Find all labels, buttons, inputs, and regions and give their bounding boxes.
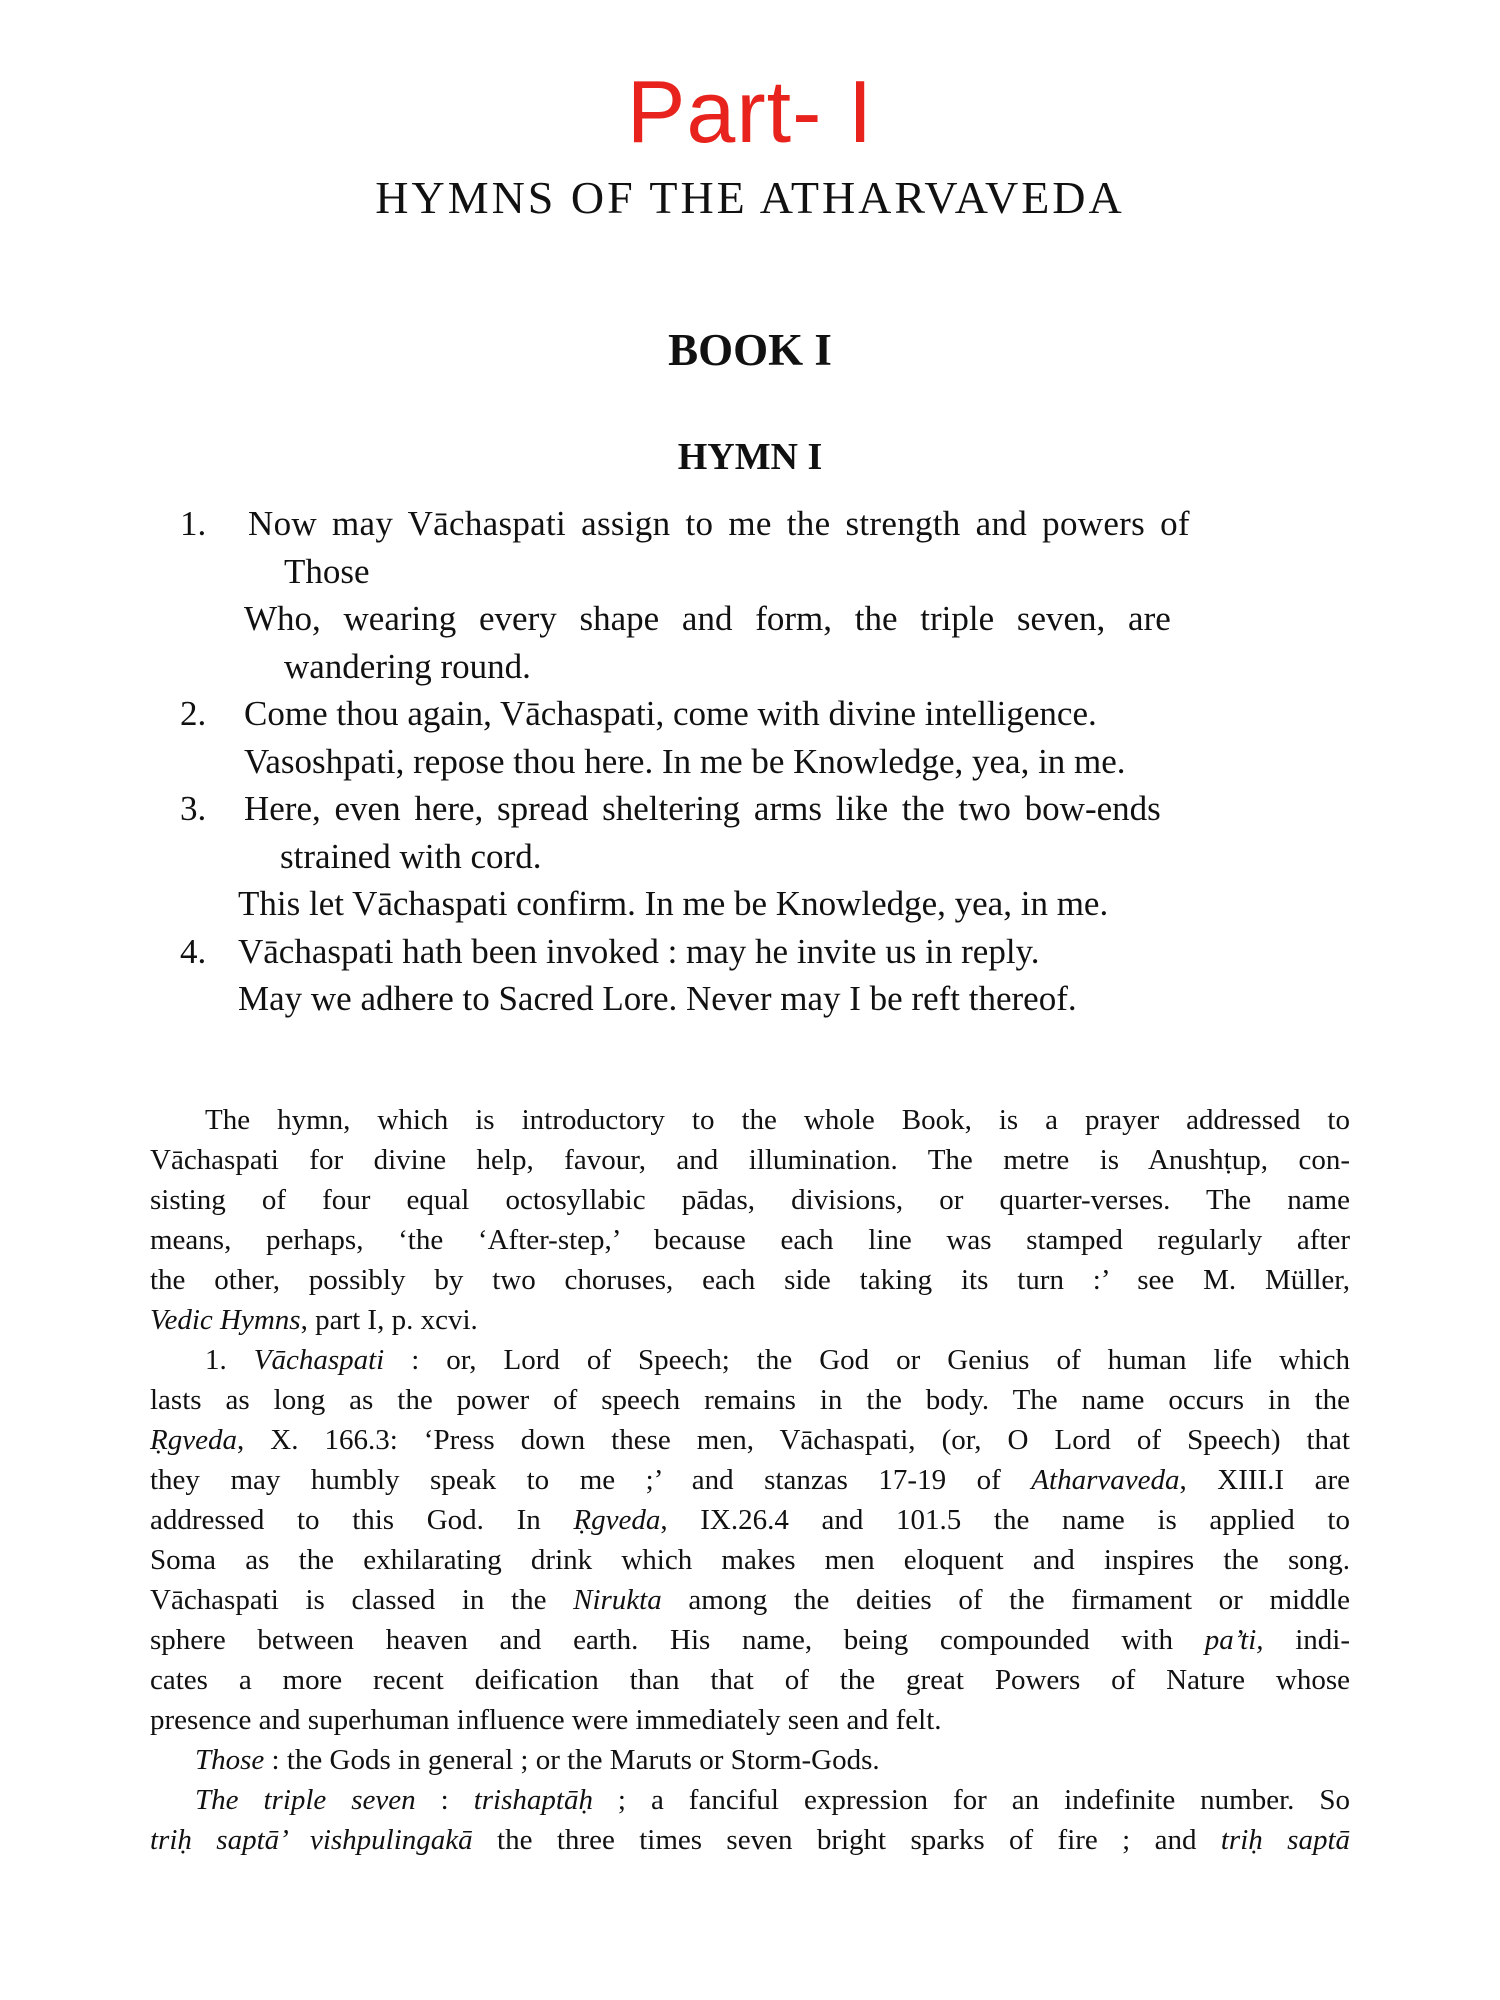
text-run: , part I, p. xcvi.: [300, 1304, 478, 1336]
text-run: the three times seven bright sparks of fire ; and: [472, 1824, 1221, 1856]
verse-text: May we adhere to Sacred Lore. Never may I be reft thereof.: [238, 979, 1077, 1018]
verse-text: Here, even here, spread sheltering arms like the two bow-ends: [244, 789, 1161, 828]
text-run: sphere between heaven and earth. His name, being compounded with: [150, 1624, 1205, 1656]
text-run: : or, Lord of Speech; the God or Genius of human life which: [384, 1344, 1351, 1376]
italic-ref: Atharvaveda: [1031, 1464, 1180, 1496]
italic-ref: Vedic Hymns: [150, 1304, 301, 1336]
text-run: , IX.26.4 and 101.5 the name is applied to: [660, 1504, 1350, 1536]
commentary-line: [150, 1380, 1350, 1420]
commentary-text: [150, 1420, 1350, 1460]
verse-text: strained with cord.: [280, 836, 542, 876]
commentary-line: [150, 1780, 1350, 1820]
italic-ref: triḥ saptā’ vishpulingakā: [150, 1824, 473, 1856]
text-run: they may humbly speak to me ;’ and stanzas 17-19 of: [150, 1464, 1032, 1496]
text-run: Vāchaspati is classed in the: [150, 1584, 574, 1616]
italic-ref: pa’ti,: [1204, 1624, 1264, 1656]
italic-ref: Ṛgveda: [150, 1424, 237, 1456]
hymn-verses: [180, 500, 1380, 1023]
commentary-line: [150, 1100, 1350, 1140]
italic-ref: The triple seven: [195, 1784, 416, 1816]
hymn-title: HYMN I: [677, 436, 823, 478]
commentary-text: [150, 1620, 1350, 1660]
verse-text: Vāchaspati hath been invoked : may he invite us in reply.: [238, 931, 1040, 971]
commentary-text: Vāchaspati for divine help, favour, and illumination. The metre is Anushṭup, con-: [150, 1144, 1350, 1176]
commentary-text: [195, 1740, 880, 1780]
text-run: indi-: [1263, 1624, 1350, 1656]
commentary-text: means, perhaps, ‘the ‘After-step,’ because each line was stamped regularly after: [150, 1224, 1350, 1256]
commentary-line: [150, 1140, 1350, 1180]
commentary-line: [150, 1460, 1350, 1500]
commentary-text: [150, 1300, 478, 1340]
commentary-text: sisting of four equal octosyllabic pādas, divisions, or quarter-verses. The name: [150, 1184, 1350, 1216]
commentary-text: [150, 1460, 1350, 1500]
commentary-text: cates a more recent deification than that of the great Powers of Nature whose: [150, 1664, 1350, 1696]
text-run: , XIII.I are: [1179, 1464, 1350, 1496]
commentary-text: the other, possibly by two choruses, each side taking its turn :’ see M. Müller,: [150, 1264, 1350, 1296]
italic-ref: trishaptāḥ: [473, 1784, 593, 1816]
commentary-line: [150, 1620, 1350, 1660]
verse-line: [180, 785, 1380, 833]
commentary-text: lasts as long as the power of speech remains in the body. The name occurs in the: [150, 1384, 1350, 1416]
italic-ref: triḥ saptā: [1220, 1824, 1351, 1856]
commentary-line: [150, 1180, 1350, 1220]
commentary-line: [150, 1340, 1350, 1380]
book-title: BOOK I: [668, 325, 832, 375]
text-run: : the Gods in general ; or the Maruts or Storm-Gods.: [264, 1744, 880, 1776]
verse-text: Vasoshpati, repose thou here. In me be Knowledge, yea, in me.: [244, 741, 1126, 781]
commentary-line: [150, 1820, 1350, 1860]
verse-number: 3.: [180, 789, 207, 828]
verse-number: 4.: [180, 931, 207, 971]
commentary-line: [150, 1540, 1350, 1580]
italic-ref: Those: [195, 1744, 265, 1776]
text-run: :: [415, 1784, 474, 1816]
commentary-text: [195, 1780, 1350, 1820]
commentary-line: [150, 1220, 1350, 1260]
verse-text: Those: [284, 551, 370, 591]
verse-text: Who, wearing every shape and form, the triple seven, are: [244, 599, 1171, 638]
italic-ref: Nirukta: [573, 1584, 662, 1616]
commentary-text: [150, 1580, 1350, 1620]
commentary-text: [150, 1820, 1350, 1860]
part-title: Part- I: [626, 62, 874, 161]
verse-text: Come thou again, Vāchaspati, come with divine intelligence.: [244, 694, 1097, 733]
verse-line: [180, 833, 1380, 881]
commentary-line: [150, 1500, 1350, 1540]
commentary-text: [205, 1340, 1350, 1380]
text-run: among the deities of the firmament or middle: [661, 1584, 1350, 1616]
verse-line: [180, 928, 1380, 976]
commentary-line: [150, 1700, 1350, 1740]
italic-ref: Vāchaspati: [253, 1344, 385, 1376]
verse-line: [180, 595, 1380, 643]
main-title: HYMNS OF THE ATHARVAVEDA: [375, 172, 1125, 223]
verse-line: [180, 643, 1380, 691]
verse-text: wandering round.: [284, 646, 531, 686]
commentary-line: [150, 1660, 1350, 1700]
verse-number: 2.: [180, 694, 207, 733]
verse-line: [180, 880, 1380, 928]
commentary-text: The hymn, which is introductory to the whole Book, is a prayer addressed to: [205, 1104, 1350, 1136]
commentary-text: presence and superhuman influence were immediately seen and felt.: [150, 1704, 942, 1736]
verse-number: 1.: [180, 504, 207, 543]
text-run: , X. 166.3: ‘Press down these men, Vāchaspati, (or, O Lord of Speech) that: [236, 1424, 1350, 1456]
note-number: 1.: [205, 1344, 227, 1376]
verse-line: [180, 975, 1380, 1023]
commentary-text: [150, 1500, 1350, 1540]
italic-ref: Ṛgveda: [573, 1504, 661, 1536]
verse-line: [180, 738, 1380, 786]
text-run: ; a fanciful expression for an indefinite number. So: [592, 1784, 1351, 1816]
commentary-line: [150, 1740, 1350, 1780]
verse-line: [180, 690, 1380, 738]
commentary-text: Soma as the exhilarating drink which makes men eloquent and inspires the song.: [150, 1544, 1350, 1576]
verse-text: This let Vāchaspati confirm. In me be Knowledge, yea, in me.: [238, 884, 1109, 923]
commentary-line: [150, 1300, 1350, 1340]
verse-line: [180, 500, 1380, 548]
verse-text: Now may Vāchaspati assign to me the strength and powers of: [248, 504, 1190, 543]
text-run: addressed to this God. In: [150, 1504, 574, 1536]
verse-line: [180, 548, 1380, 596]
commentary-line: [150, 1420, 1350, 1460]
commentary-line: [150, 1260, 1350, 1300]
commentary: [150, 1100, 1350, 1860]
commentary-line: [150, 1580, 1350, 1620]
